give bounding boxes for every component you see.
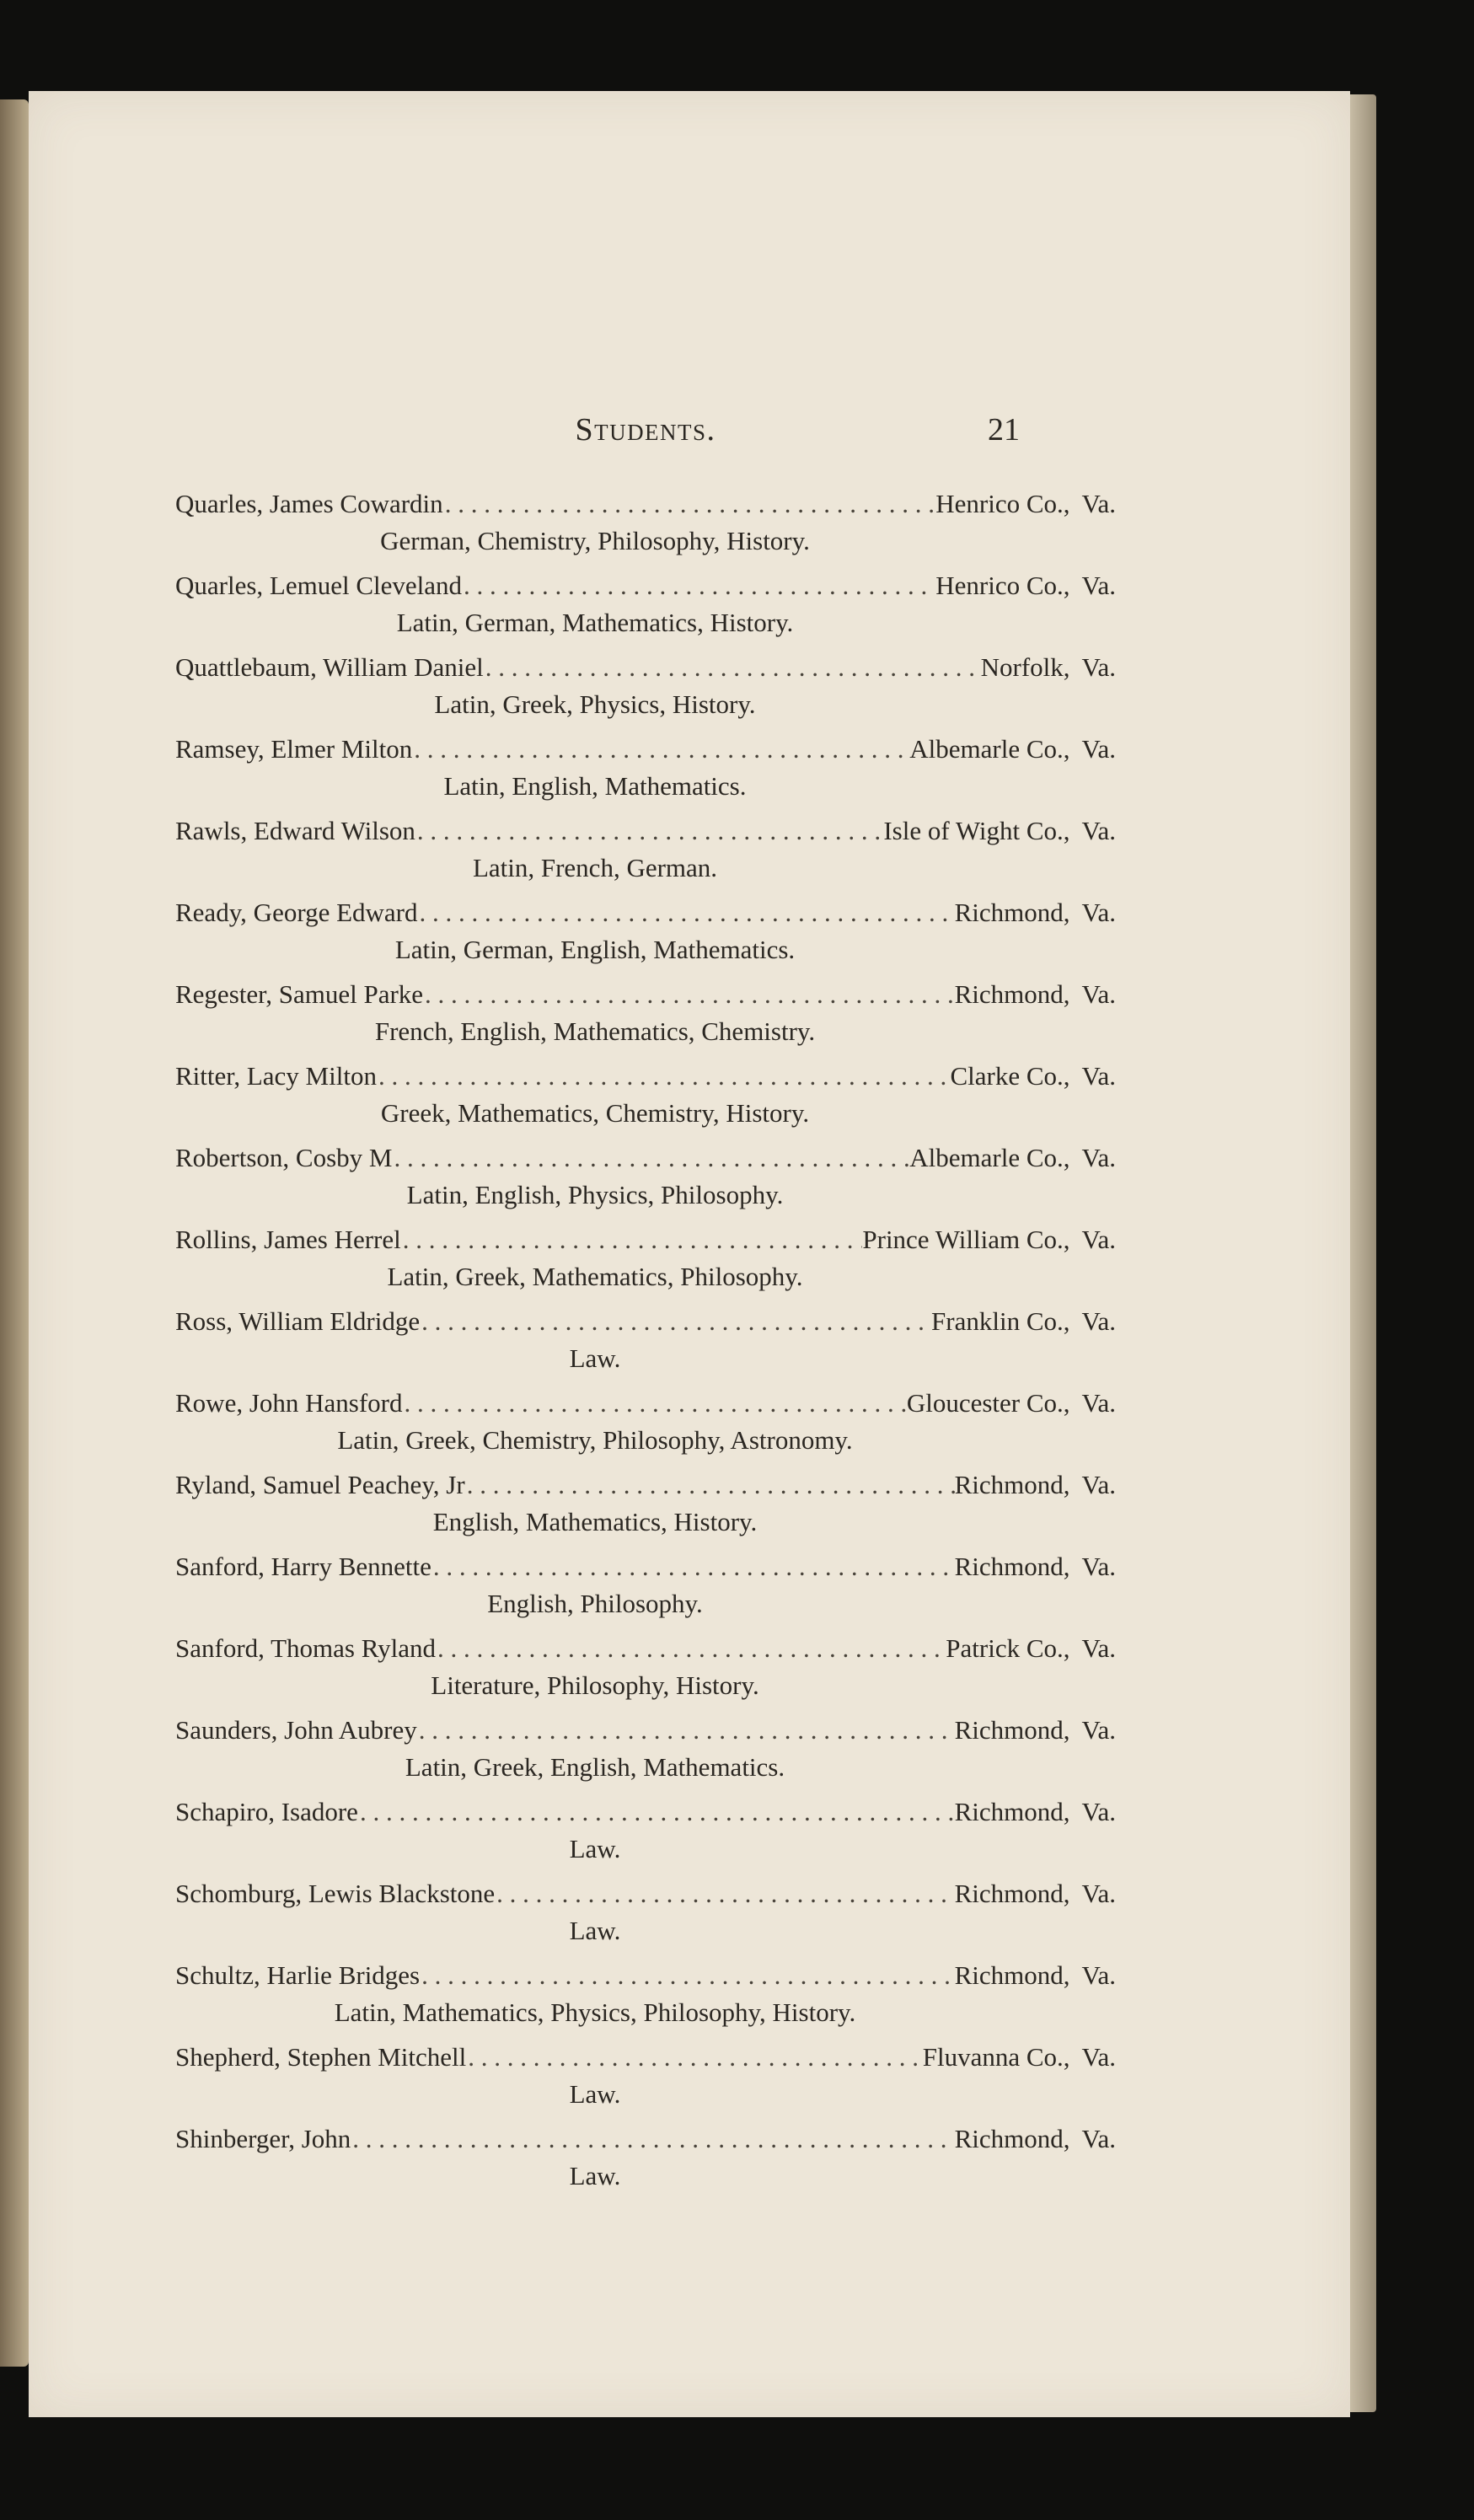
student-subjects: Law. — [569, 1343, 621, 1373]
student-residence: Richmond, — [954, 1470, 1070, 1499]
student-name: Ramsey, Elmer Milton — [175, 734, 413, 764]
student-name: Ready, George Edward — [175, 898, 418, 927]
student-subjects: English, Mathematics, History. — [432, 1507, 758, 1536]
student-entry-line — [175, 1139, 1116, 1177]
student-entry-line — [175, 2121, 1116, 2158]
student-residence: Richmond, — [954, 979, 1070, 1009]
student-subjects: Law. — [569, 1916, 621, 1945]
student-entry-line — [175, 894, 1116, 931]
student-entry-line — [175, 976, 1116, 1013]
student-state: Va. — [1081, 1225, 1116, 1254]
student-name: Ryland, Samuel Peachey, Jr — [175, 1470, 465, 1499]
student-entry — [175, 1221, 1116, 1295]
page-number: 21 — [988, 412, 1020, 448]
student-name: Ross, William Eldridge — [175, 1306, 421, 1336]
student-entry-line — [175, 1058, 1116, 1095]
student-name: Schapiro, Isadore — [175, 1797, 358, 1826]
dot-leader — [465, 1466, 955, 1504]
student-state: Va. — [1081, 652, 1116, 682]
student-name: Saunders, John Aubrey — [175, 1715, 417, 1745]
dot-leader — [351, 2121, 954, 2158]
dot-leader — [431, 1548, 955, 1585]
student-state: Va. — [1081, 1797, 1116, 1826]
student-name: Schomburg, Lewis Blackstone — [175, 1879, 496, 1908]
student-residence: Prince William Co., — [862, 1225, 1070, 1254]
student-entry — [175, 485, 1116, 560]
student-residence: Patrick Co., — [946, 1633, 1070, 1663]
student-residence: Richmond, — [954, 1879, 1070, 1908]
student-state: Va. — [1081, 1061, 1116, 1091]
student-entry-line — [175, 649, 1116, 686]
dot-leader — [417, 1712, 955, 1749]
student-entry-line — [175, 567, 1116, 604]
student-subjects: Literature, Philosophy, History. — [431, 1670, 759, 1700]
student-entry-line — [175, 1548, 1116, 1585]
student-entry — [175, 812, 1116, 887]
student-state: Va. — [1081, 1715, 1116, 1745]
student-entry-line — [175, 1793, 1116, 1831]
dot-leader — [418, 894, 955, 931]
student-name: Ritter, Lacy Milton — [175, 1061, 377, 1091]
student-entry — [175, 1957, 1116, 2031]
student-name: Sanford, Thomas Ryland — [175, 1633, 437, 1663]
student-entry-line — [175, 1957, 1116, 1994]
student-entry-line — [175, 1385, 1116, 1422]
student-entry — [175, 1385, 1116, 1459]
student-state: Va. — [1081, 1879, 1116, 1908]
student-entry-line — [175, 1221, 1116, 1258]
student-name: Quarles, James Cowardin — [175, 489, 443, 518]
student-name: Sanford, Harry Bennette — [175, 1552, 431, 1581]
student-subjects: Latin, Greek, English, Mathematics. — [405, 1752, 785, 1782]
student-residence: Isle of Wight Co., — [883, 816, 1070, 845]
student-subjects: Latin, Mathematics, Physics, Philosophy, History. — [334, 1997, 856, 2027]
student-subjects: Latin, Greek, Chemistry, Philosophy, Astronomy. — [337, 1425, 853, 1455]
dot-leader — [462, 567, 935, 604]
student-residence: Norfolk, — [980, 652, 1070, 682]
student-residence: Richmond, — [954, 1797, 1070, 1826]
student-subjects: Latin, Greek, Mathematics, Philosophy. — [387, 1262, 803, 1291]
student-name: Robertson, Cosby M — [175, 1143, 393, 1172]
student-subjects: French, English, Mathematics, Chemistry. — [374, 1016, 816, 1046]
student-state: Va. — [1081, 2124, 1116, 2153]
student-subjects: Latin, Greek, Physics, History. — [434, 689, 756, 719]
student-subjects: Latin, German, English, Mathematics. — [394, 935, 796, 964]
dot-leader — [495, 1875, 954, 1912]
student-residence: Richmond, — [954, 1552, 1070, 1581]
student-state: Va. — [1081, 816, 1116, 845]
student-subjects: Law. — [569, 1834, 621, 1863]
student-state: Va. — [1081, 2042, 1116, 2072]
student-entry — [175, 731, 1116, 805]
student-state: Va. — [1081, 1470, 1116, 1499]
student-residence: Richmond, — [954, 1715, 1070, 1745]
student-entry-line — [175, 1712, 1116, 1749]
student-entry — [175, 1712, 1116, 1786]
student-entry — [175, 1875, 1116, 1949]
adjacent-page-edge — [0, 99, 29, 2367]
student-entry-line — [175, 1303, 1116, 1340]
student-name: Shepherd, Stephen Mitchell — [175, 2042, 467, 2072]
book-page — [29, 91, 1350, 2417]
student-residence: Clarke Co., — [950, 1061, 1070, 1091]
student-name: Rowe, John Hansford — [175, 1388, 403, 1418]
student-state: Va. — [1081, 1388, 1116, 1418]
student-subjects: Latin, English, Physics, Philosophy. — [406, 1180, 784, 1209]
student-name: Shinberger, John — [175, 2124, 351, 2153]
student-name: Quattlebaum, William Daniel — [175, 652, 484, 682]
student-subjects: Greek, Mathematics, Chemistry, History. — [380, 1098, 810, 1128]
student-entry-line — [175, 812, 1116, 850]
student-residence: Albemarle Co., — [909, 734, 1070, 764]
student-name: Rollins, James Herrel — [175, 1225, 401, 1254]
student-state: Va. — [1081, 1552, 1116, 1581]
student-list — [175, 485, 1116, 2195]
student-residence: Henrico Co., — [935, 489, 1070, 518]
dot-leader — [393, 1139, 910, 1177]
student-entry — [175, 649, 1116, 723]
student-entry — [175, 894, 1116, 968]
dot-leader — [415, 812, 883, 850]
student-entry — [175, 567, 1116, 641]
student-residence: Richmond, — [954, 898, 1070, 927]
student-state: Va. — [1081, 1306, 1116, 1336]
student-residence: Richmond, — [954, 2124, 1070, 2153]
student-residence: Fluvanna Co., — [922, 2042, 1070, 2072]
student-name: Rawls, Edward Wilson — [175, 816, 415, 845]
dot-leader — [443, 485, 936, 523]
student-subjects: German, Chemistry, Philosophy, History. — [380, 526, 810, 555]
student-entry — [175, 1793, 1116, 1868]
student-residence: Richmond, — [954, 1960, 1070, 1990]
running-header — [175, 411, 1116, 462]
page-content — [175, 91, 1116, 2417]
student-entry — [175, 2121, 1116, 2195]
student-subjects: English, Philosophy. — [487, 1589, 703, 1618]
dot-leader — [412, 731, 909, 768]
student-name: Quarles, Lemuel Cleveland — [175, 571, 463, 600]
dot-leader — [466, 2039, 922, 2076]
student-name: Regester, Samuel Parke — [175, 979, 424, 1009]
student-entry — [175, 976, 1116, 1050]
student-entry — [175, 1139, 1116, 1214]
student-entry — [175, 1058, 1116, 1132]
student-entry-line — [175, 731, 1116, 768]
dot-leader — [423, 976, 955, 1013]
student-residence: Albemarle Co., — [909, 1143, 1070, 1172]
dot-leader — [436, 1630, 946, 1667]
student-state: Va. — [1081, 734, 1116, 764]
page-title: Students. — [575, 412, 716, 448]
student-subjects: Latin, English, Mathematics. — [443, 771, 747, 801]
student-subjects: Law. — [569, 2079, 621, 2109]
student-subjects: Latin, German, Mathematics, History. — [396, 608, 794, 637]
dot-leader — [403, 1385, 907, 1422]
student-entry-line — [175, 1630, 1116, 1667]
student-entry-line — [175, 485, 1116, 523]
student-entry-line — [175, 2039, 1116, 2076]
student-state: Va. — [1081, 898, 1116, 927]
dot-leader — [401, 1221, 863, 1258]
student-state: Va. — [1081, 979, 1116, 1009]
dot-leader — [420, 1957, 954, 1994]
student-residence: Henrico Co., — [935, 571, 1070, 600]
student-subjects: Latin, French, German. — [472, 853, 718, 882]
student-entry-line — [175, 1875, 1116, 1912]
student-subjects: Law. — [569, 2161, 621, 2190]
dot-leader — [377, 1058, 951, 1095]
student-state: Va. — [1081, 1633, 1116, 1663]
student-residence: Gloucester Co., — [906, 1388, 1070, 1418]
student-state: Va. — [1081, 489, 1116, 518]
student-entry — [175, 2039, 1116, 2113]
student-state: Va. — [1081, 1143, 1116, 1172]
student-entry — [175, 1303, 1116, 1377]
student-entry — [175, 1548, 1116, 1622]
dot-leader — [484, 649, 981, 686]
student-name: Schultz, Harlie Bridges — [175, 1960, 421, 1990]
student-residence: Franklin Co., — [931, 1306, 1070, 1336]
student-entry-line — [175, 1466, 1116, 1504]
dot-leader — [358, 1793, 955, 1831]
student-entry — [175, 1466, 1116, 1541]
student-state: Va. — [1081, 571, 1116, 600]
dot-leader — [420, 1303, 931, 1340]
student-state: Va. — [1081, 1960, 1116, 1990]
student-entry — [175, 1630, 1116, 1704]
